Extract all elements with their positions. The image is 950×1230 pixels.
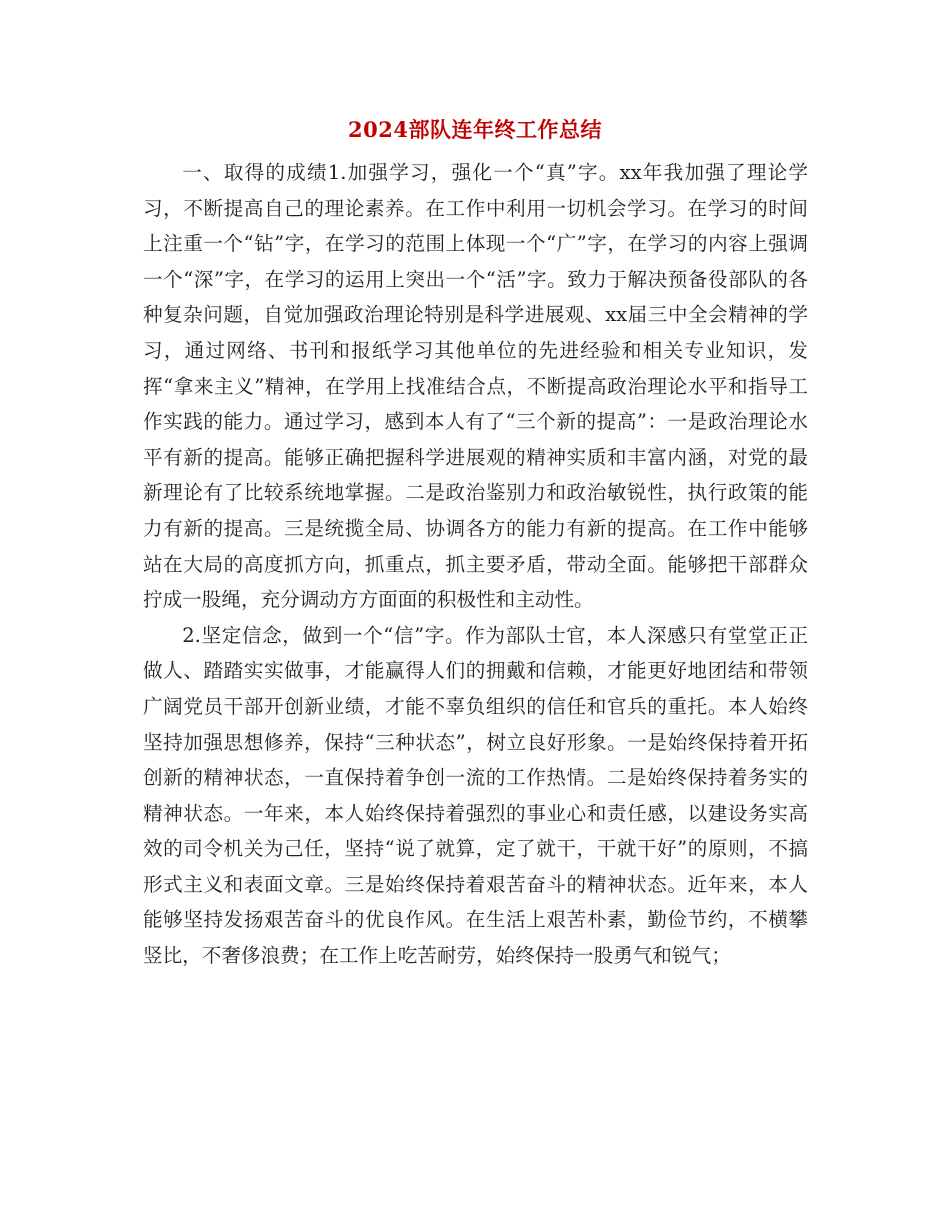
- paragraph-achievements-study: 一、取得的成绩1.加强学习，强化一个“真”字。xx年我加强了理论学习，不断提高自己的理论素养。在工作中利用一切机会学习。在学习的时间上注重一个“钻”字，在学习的范围上体现一个“广”字，在学习的内容上强调一个“深”字，在学习的运用上突出一个“活”字。致力于解决预备役部队的各种复杂问题，自觉加强政治理论特别是科学进展观、xx届三中全会精神的学习，通过网络、书刊和报纸学习其他单位的先进经验和相关专业知识，发挥“拿来主义”精神，在学用上找准结合点，不断提高政治理论水平和指导工作实践的能力。通过学习，感到本人有了“三个新的提高”：一是政治理论水平有新的提高。能够正确把握科学进展观的精神实质和丰富内涵，对党的最新理论有了比较系统地掌握。二是政治鉴别力和政治敏锐性，执行政策的能力有新的提高。三是统揽全局、协调各方的能力有新的提高。在工作中能够站在大局的高度抓方向，抓重点，抓主要矛盾，带动全面。能够把干部群众拧成一股绳，充分调动方方面面的积极性和主动性。: [143, 161, 808, 612]
- paragraph-firm-belief: 2.坚定信念，做到一个“信”字。作为部队士官，本人深感只有堂堂正正做人、踏踏实实做事，才能赢得人们的拥戴和信赖，才能更好地团结和带领广阔党员干部开创新业绩，才能不辜负组织的信任和官兵的重托。本人始终坚持加强思想修养，保持“三种状态”，树立良好形象。一是始终保持着开拓创新的精神状态，一直保持着争创一流的工作热情。二是始终保持着务实的精神状态。一年来，本人始终保持着强烈的事业心和责任感，以建设务实高效的司令机关为己任，坚持“说了就算，定了就干，干就干好”的原则，不搞形式主义和表面文章。三是始终保持着艰苦奋斗的精神状态。近年来，本人能够坚持发扬艰苦奋斗的优良作风。在生活上艰苦朴素，勤俭节约，不横攀竖比，不奢侈浪费；在工作上吃苦耐劳，始终保持一股勇气和锐气；: [143, 623, 808, 968]
- document-title: 2024部队连年终工作总结: [348, 117, 602, 142]
- document-body: [143, 155, 808, 974]
